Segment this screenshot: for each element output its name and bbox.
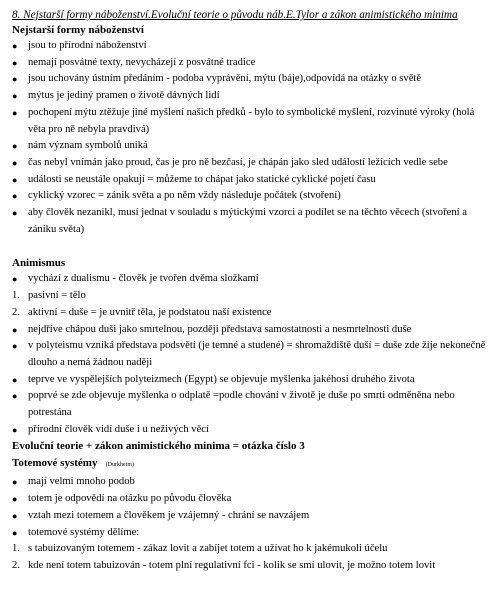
animism-list xyxy=(12,271,488,438)
numbered-item: 2. aktivní = duše = je uvnitř těla, je podstatou naší existence xyxy=(12,305,488,322)
section-heading-totem-systems: Totemové systémy (Durkheim) xyxy=(12,457,135,470)
list-item: ● totemové systémy dělíme: xyxy=(12,525,488,542)
list-item: ● poprvé se zde objevuje myšlenka o odplatě =podle chování v životě je duše po smrti odměněna nebo potrestána xyxy=(12,390,455,419)
bullet-icon: ● xyxy=(12,208,18,219)
numbered-item: 1. pasivní = tělo xyxy=(12,288,488,305)
section-heading-oldest-forms: Nejstarší formy náboženství xyxy=(12,24,144,36)
bullet-icon: ● xyxy=(12,374,18,385)
list-item: ● nejdříve chápou duši jako smrtelnou, později představa samostatnosti a nesmrtelnosti duše xyxy=(12,322,488,339)
list-item: ● události se neustále opakují = můžeme to chápat jako statické cyklické pojetí času xyxy=(12,172,488,189)
list-item: ● pochopení mýtu ztěžuje jiné myšlení našich předků - bylo to symbolické myšlení, rozvinuté výroky (holá věta pro ně nebyla pravdivá) xyxy=(12,106,475,135)
bullet-icon: ● xyxy=(12,510,18,521)
bullet-icon: ● xyxy=(12,391,18,402)
list-item: ● vztah mezi totemem a člověkem je vzájemný - chrání se navzájem xyxy=(12,508,488,525)
bullet-icon: ● xyxy=(12,141,18,152)
bullet-icon: ● xyxy=(12,274,18,285)
bullet-icon: ● xyxy=(12,191,18,202)
bullet-icon: ● xyxy=(12,107,18,118)
document-title: 8. Nejstarší formy náboženství.Evoluční teorie o původu náb.E.Tylor a zákon animistického minima xyxy=(12,9,458,21)
numbered-item: 2. kde není totem tabuizován - totem plní regulativní fci - kolik se smí ulovit, je možno totem lovit xyxy=(12,558,488,575)
list-item: ● teprve ve vyspělejších polyteizmech (Egypt) se objevuje myšlenka jakéhosi druhého života xyxy=(12,372,488,389)
totem-list xyxy=(12,474,488,574)
list-item: ● mýtus je jediný pramen o životě dávných lidí xyxy=(12,88,488,105)
list-item: ● mají velmi mnoho podob xyxy=(12,474,488,491)
bullet-icon: ● xyxy=(12,341,18,352)
list-item: ● v polyteismu vzniká představa podsvětí (je temné a studené) = shromaždiště duší = duše zde žije nekonečně dlouho a nemá žádnou naději xyxy=(12,340,486,368)
author-note: (Durkheim) xyxy=(105,462,135,469)
bullet-icon: ● xyxy=(12,477,18,488)
bullet-icon: ● xyxy=(12,57,18,68)
list-item: ● jsou to přírodní náboženství xyxy=(12,38,488,55)
list-item: ● jsou uchovány ústním předáním - podoba vyprávění, mýtu (báje),odpovídá na otázky o světě xyxy=(12,71,488,88)
item-number: 1. xyxy=(12,543,20,555)
bullet-icon: ● xyxy=(12,174,18,185)
list-item: ● aby člověk nezanikl, musí jednat v souladu s mýtickými vzorci a podílet se na těchto věcech (stvoření a zániku světa) xyxy=(12,207,467,235)
list-item: ● vychází z dualismu - člověk je tvořen dvěma složkami xyxy=(12,271,488,288)
section-heading-animism: Animismus xyxy=(12,257,66,270)
item-number: 2. xyxy=(12,559,20,571)
bullet-icon: ● xyxy=(12,424,18,435)
bullet-icon: ● xyxy=(12,41,18,51)
numbered-item: 1. s tabuizovaným totemem - zákaz lovit a zabíjet totem a užívat ho k jakémukoli účelu xyxy=(12,541,488,558)
list-item: ● čas nebyl vnímán jako proud, čas je pro ně bezčasí, je chápán jako sled událostí ležících vedle sebe xyxy=(12,155,488,172)
oldest-forms-list xyxy=(12,38,488,238)
blank-line xyxy=(12,238,488,255)
list-item: ● cyklický vzorec = zánik světa a po něm vždy následuje počátek (stvoření) xyxy=(12,188,488,205)
item-number: 2. xyxy=(12,306,20,318)
bullet-icon: ● xyxy=(12,91,18,102)
bullet-icon: ● xyxy=(12,494,18,505)
list-item: ● nemají posvátné texty, nevycházejí z posvátné tradice xyxy=(12,55,488,72)
list-item: ● přírodní člověk vidí duše i u neživých věcí xyxy=(12,422,488,439)
bullet-icon: ● xyxy=(12,74,18,85)
bullet-icon: ● xyxy=(12,157,18,168)
bullet-icon: ● xyxy=(12,324,18,335)
list-item: ● totem je odpovědí na otázku po původu člověka xyxy=(12,491,488,508)
section-heading-evolution-theory: Evoluční teorie + zákon animistického minima = otázka číslo 3 xyxy=(12,440,305,453)
list-item: ● nám význam symbolů uniká xyxy=(12,138,488,155)
bullet-icon: ● xyxy=(12,527,18,538)
item-number: 1. xyxy=(12,290,20,302)
